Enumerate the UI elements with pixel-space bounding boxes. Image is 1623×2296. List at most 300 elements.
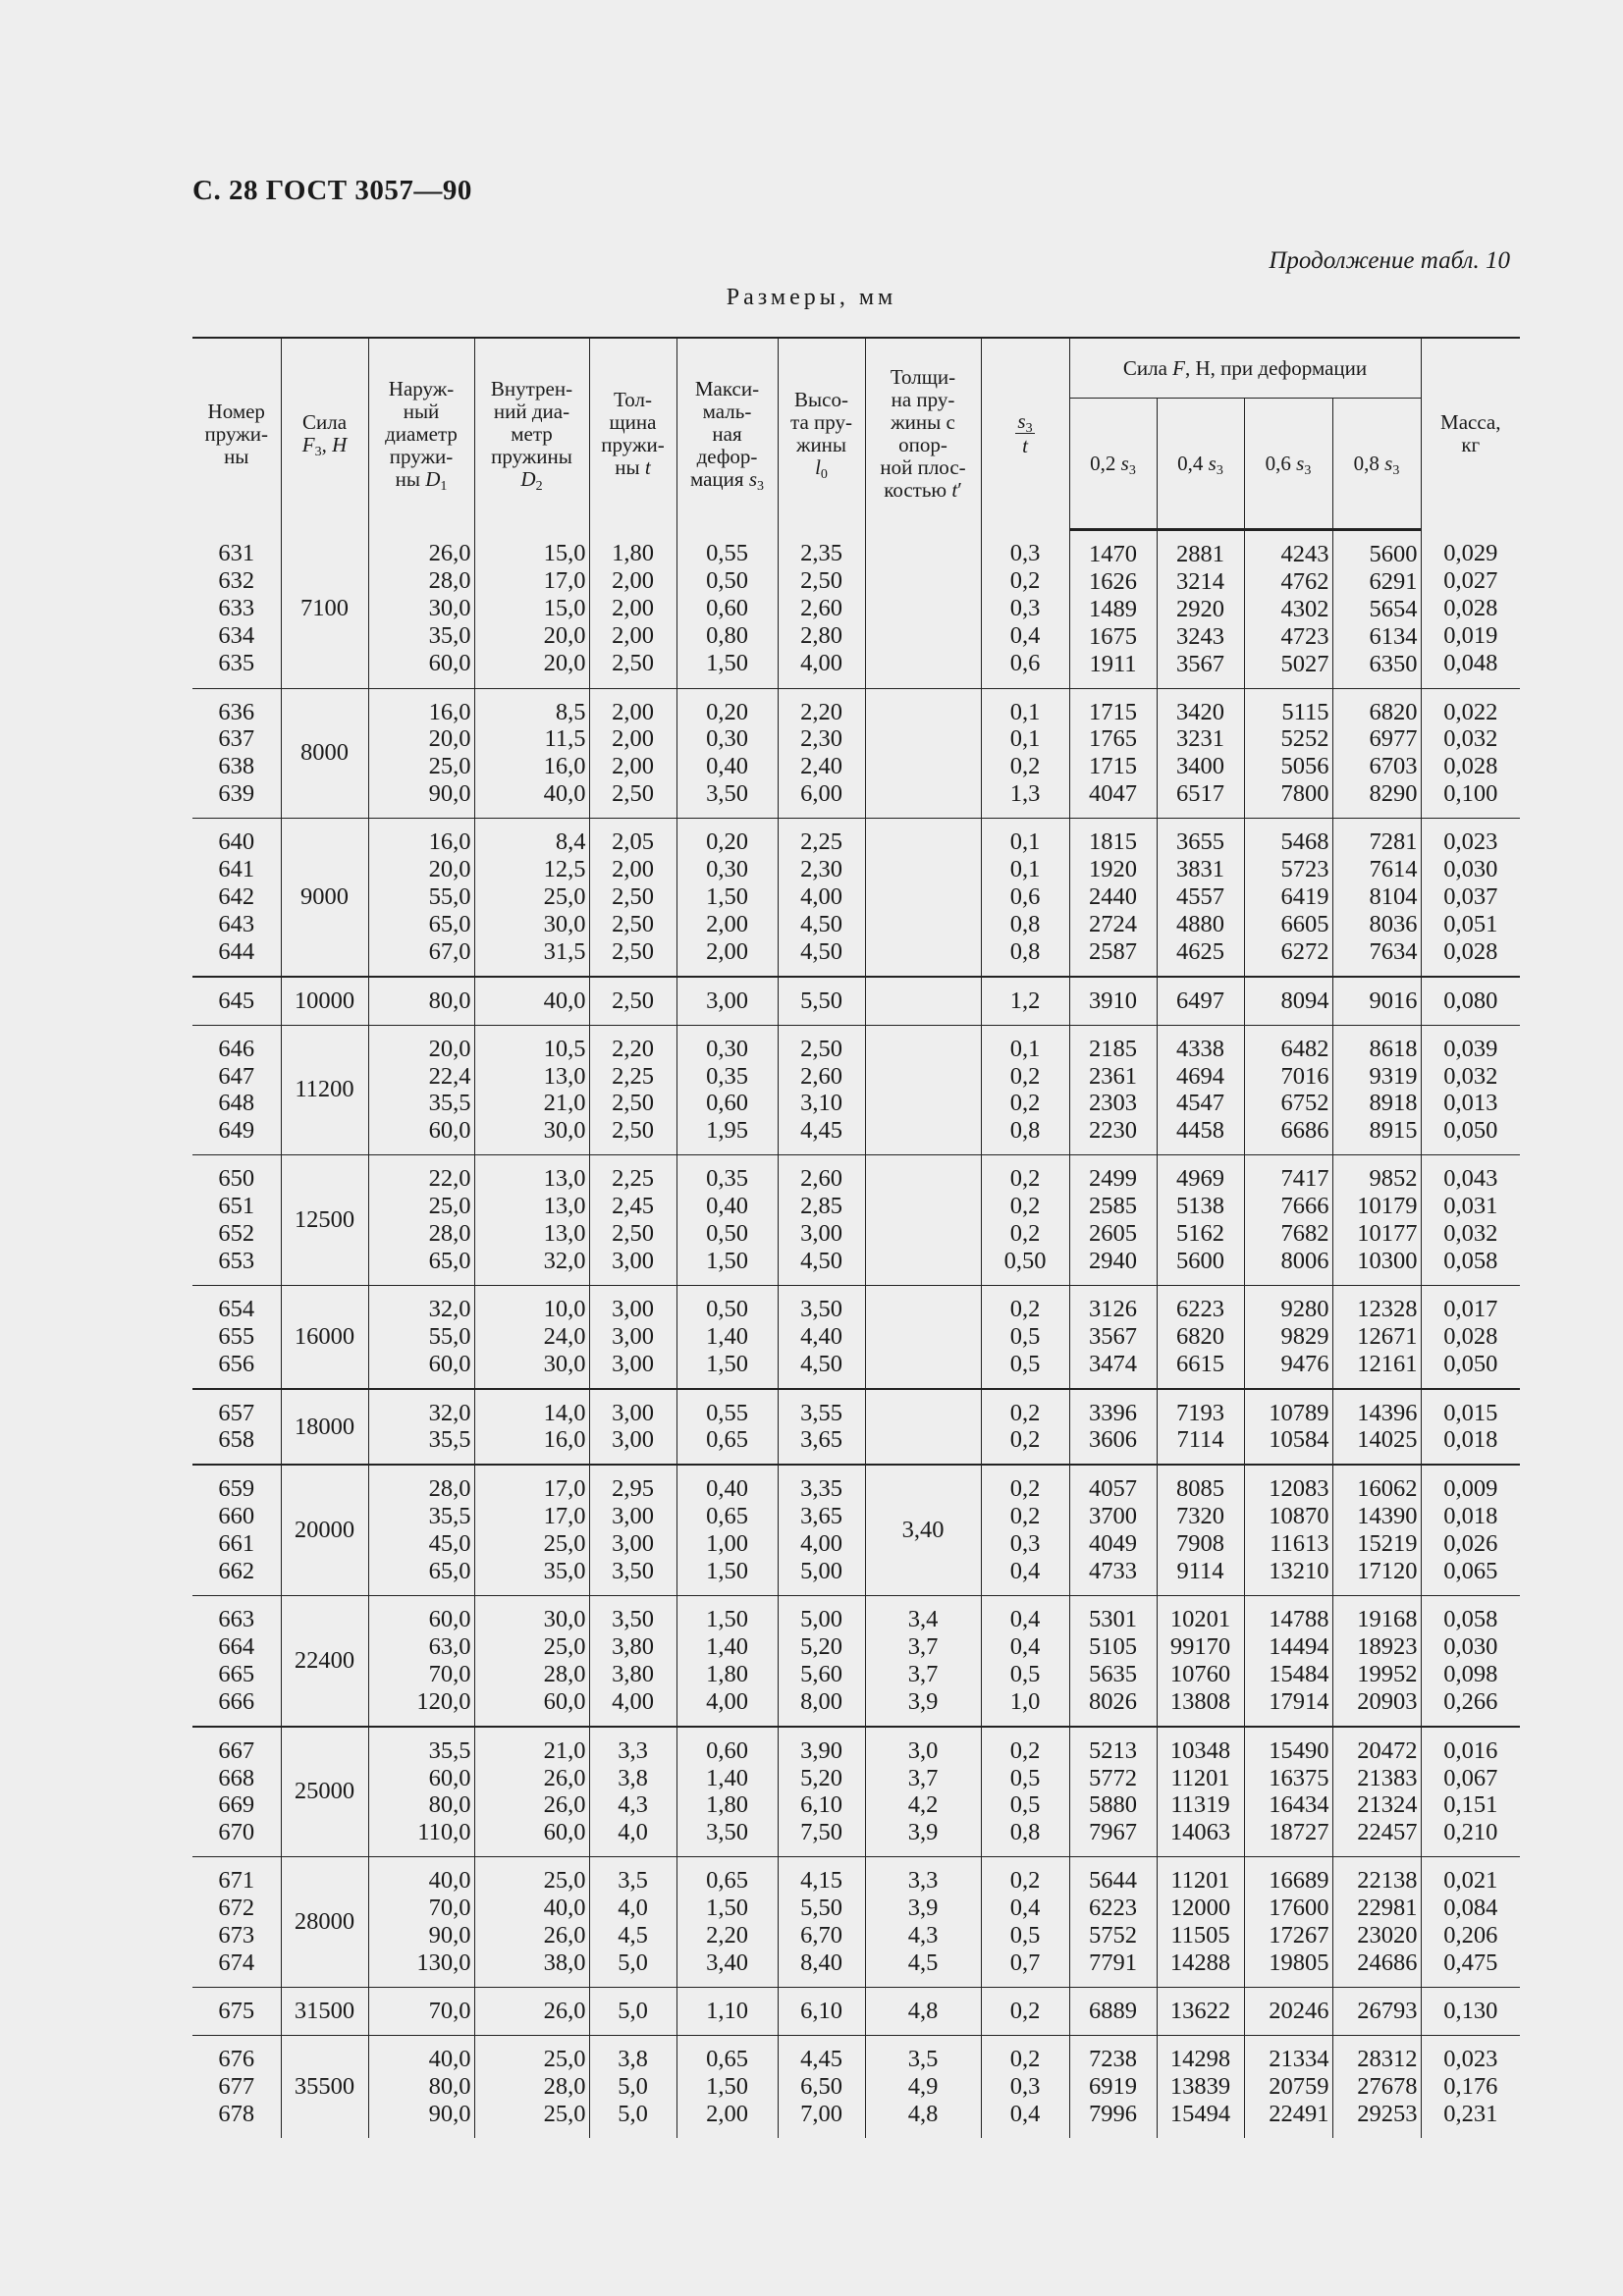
cell-value: 26,0	[428, 540, 471, 567]
cell-value: 17,0	[543, 1503, 586, 1530]
cell-value: 4625	[1176, 937, 1224, 965]
cell-support-thickness	[865, 1025, 981, 1155]
cell-force-04	[1157, 1155, 1244, 1286]
cell-value: 11613	[1270, 1530, 1329, 1558]
cell-ratio	[981, 819, 1069, 977]
cell-value: 1,10	[706, 1997, 748, 2024]
cell-value: 1,80	[706, 1791, 748, 1819]
cell-value: 0,50	[706, 567, 748, 595]
cell-value: 0,3	[1009, 2072, 1041, 2100]
cell-mass	[1421, 1857, 1520, 1988]
cell-value: 1,80	[612, 540, 654, 567]
cell-value	[869, 1090, 978, 1117]
cell-value: 2,40	[800, 753, 842, 780]
cell-value	[869, 1426, 978, 1454]
cell-max-deformation	[676, 1727, 778, 1857]
cell-value: 0,65	[706, 1426, 748, 1454]
cell-value: 5115	[1281, 698, 1329, 725]
cell-value: 5162	[1176, 1220, 1224, 1248]
cell-value: 0,6	[1009, 649, 1041, 676]
cell-value: 5468	[1280, 828, 1329, 856]
cell-value: 40,0	[428, 1867, 471, 1895]
cell-value: 10584	[1269, 1426, 1329, 1454]
cell-inner-diameter	[474, 1155, 589, 1286]
cell-value: 632	[218, 567, 255, 595]
cell-value: 5105	[1089, 1632, 1137, 1660]
cell-value: 2,50	[612, 1117, 654, 1145]
cell-ratio	[981, 1987, 1069, 2035]
cell-value: 2920	[1176, 595, 1224, 622]
cell-value: 5772	[1089, 1764, 1137, 1791]
cell-value: 2,50	[612, 882, 654, 910]
cell-value: 1,40	[706, 1322, 748, 1350]
cell-value: 2,00	[612, 595, 654, 622]
cell-value: 0,3	[1009, 540, 1041, 567]
cell-value: 17267	[1269, 1922, 1329, 1949]
cell-force-02	[1069, 977, 1157, 1025]
cell-value: 5600	[1369, 541, 1418, 567]
cell-value: 0,30	[706, 1035, 748, 1062]
cell-value: 0,130	[1443, 1997, 1498, 2024]
cell-value: 0,028	[1443, 595, 1498, 622]
cell-value: 15,0	[543, 595, 586, 622]
cell-value: 13622	[1169, 1997, 1231, 2024]
cell-value: 3,00	[612, 1426, 654, 1454]
cell-value: 21334	[1269, 2045, 1329, 2072]
cell-value: 0,032	[1443, 725, 1498, 753]
cell-value: 90,0	[428, 780, 471, 808]
cell-value: 4547	[1176, 1090, 1224, 1117]
cell-value: 3,00	[612, 1399, 654, 1426]
cell-value: 70,0	[428, 1895, 471, 1922]
cell-value: 0,050	[1443, 1117, 1498, 1145]
cell-value	[869, 1036, 978, 1063]
cell-value: 1,50	[706, 2072, 748, 2100]
cell-value: 3,55	[800, 1399, 842, 1426]
cell-value: 674	[218, 1949, 255, 1976]
cell-force-02	[1069, 1596, 1157, 1727]
cell-value: 2,80	[800, 621, 842, 649]
cell-value: 6,10	[800, 1791, 842, 1819]
cell-value: 6223	[1089, 1895, 1137, 1922]
cell-value	[869, 856, 978, 883]
cell-value: 19168	[1357, 1606, 1418, 1632]
cell-value: 641	[218, 856, 255, 883]
cell-value: 0,5	[1009, 1350, 1041, 1377]
cell-value: 4,3	[907, 1922, 939, 1949]
cell-value: 13210	[1269, 1558, 1329, 1585]
cell-value: 35,0	[428, 621, 471, 649]
cell-value: 20,0	[428, 725, 471, 753]
cell-force-02	[1069, 1285, 1157, 1388]
cell-value: 5,00	[800, 1606, 842, 1632]
cell-value: 0,5	[1009, 1791, 1041, 1819]
cell-ratio	[981, 1285, 1069, 1388]
cell-value: 2,60	[800, 1165, 842, 1193]
cell-value: 8036	[1369, 910, 1418, 937]
cell-ratio	[981, 977, 1069, 1025]
cell-value: 656	[218, 1350, 255, 1377]
cell-value: 25,0	[543, 2100, 586, 2127]
cell-value: 0,55	[706, 540, 748, 567]
table-row-group	[192, 977, 1520, 1025]
cell-value: 4243	[1280, 541, 1329, 567]
cell-max-deformation	[676, 1025, 778, 1155]
cell-value: 15219	[1357, 1530, 1418, 1558]
cell-value: 26,0	[543, 1997, 586, 2024]
cell-thickness	[589, 688, 676, 819]
cell-value: 2940	[1089, 1247, 1137, 1274]
cell-value: 7,00	[800, 2100, 842, 2127]
cell-value: 55,0	[428, 882, 471, 910]
cell-value: 7634	[1369, 937, 1418, 965]
cell-value: 2,25	[612, 1165, 654, 1193]
cell-force-02	[1069, 530, 1157, 689]
cell-force-06	[1244, 1389, 1332, 1466]
cell-value: 3,9	[907, 1895, 939, 1922]
cell-value: 0,40	[706, 1193, 748, 1220]
cell-value: 5301	[1089, 1606, 1137, 1632]
cell-force-08	[1332, 977, 1421, 1025]
cell-force-04	[1157, 1025, 1244, 1155]
cell-value: 1470	[1089, 541, 1137, 567]
cell-value: 25,0	[543, 882, 586, 910]
cell-value: 5,0	[618, 2100, 648, 2127]
cell-value: 30,0	[428, 595, 471, 622]
cell-value: 8,5	[555, 698, 586, 725]
cell-height	[778, 2035, 865, 2137]
cell-value: 16,0	[543, 1426, 586, 1454]
cell-value: 3,7	[907, 1632, 939, 1660]
cell-value: 11201	[1170, 1764, 1230, 1791]
cell-value: 6272	[1280, 937, 1329, 965]
cell-max-deformation	[676, 977, 778, 1025]
cell-value: 0,8	[1009, 1819, 1041, 1846]
cell-value: 6,70	[800, 1922, 842, 1949]
cell-support-thickness	[865, 819, 981, 977]
cell-value: 664	[218, 1632, 255, 1660]
cell-value: 0,098	[1443, 1660, 1498, 1687]
cell-value: 30,0	[543, 1117, 586, 1145]
cell-value: 4,5	[618, 1922, 648, 1949]
cell-value: 2,05	[612, 828, 654, 856]
group-force: 31500	[281, 1987, 368, 2035]
cell-value: 0,051	[1443, 910, 1498, 937]
cell-value: 0,065	[1443, 1558, 1498, 1585]
cell-value	[869, 622, 978, 650]
cell-value: 4,45	[800, 2045, 842, 2072]
cell-value: 644	[218, 937, 255, 965]
cell-value: 3,80	[612, 1632, 654, 1660]
cell-value: 0,30	[706, 725, 748, 753]
cell-thickness	[589, 819, 676, 977]
cell-value: 60,0	[543, 1819, 586, 1846]
cell-force-08	[1332, 1465, 1421, 1595]
cell-force-06	[1244, 977, 1332, 1025]
cell-value	[869, 1400, 978, 1427]
cell-value: 3,10	[800, 1090, 842, 1117]
cell-value: 669	[218, 1791, 255, 1819]
cell-value: 2,00	[706, 937, 748, 965]
cell-value: 673	[218, 1922, 255, 1949]
cell-value: 0,2	[1009, 1165, 1041, 1193]
cell-value: 70,0	[428, 1997, 471, 2024]
cell-value: 6482	[1280, 1035, 1329, 1062]
cell-number	[192, 1857, 281, 1988]
cell-number	[192, 1465, 281, 1595]
cell-value: 4049	[1089, 1530, 1137, 1558]
cell-value: 0,50	[706, 1220, 748, 1248]
cell-value: 90,0	[428, 2100, 471, 2127]
cell-value: 4694	[1176, 1062, 1224, 1090]
cell-value: 28,0	[543, 2072, 586, 2100]
cell-value: 3910	[1089, 987, 1137, 1014]
cell-value: 1626	[1089, 567, 1137, 595]
cell-value: 0,5	[1009, 1660, 1041, 1687]
cell-value: 8918	[1369, 1090, 1418, 1117]
cell-value	[869, 1117, 978, 1145]
cell-value: 16,0	[428, 698, 471, 725]
cell-value: 3420	[1176, 698, 1224, 725]
cell-outer-diameter	[368, 1025, 474, 1155]
cell-value: 22138	[1357, 1867, 1418, 1895]
cell-value: 0,40	[706, 1475, 748, 1503]
cell-value: 13839	[1169, 2072, 1231, 2100]
cell-value: 19805	[1269, 1949, 1329, 1976]
cell-outer-diameter	[368, 2035, 474, 2137]
cell-value: 11319	[1170, 1791, 1230, 1819]
cell-value: 659	[218, 1475, 255, 1503]
cell-value: 5644	[1089, 1867, 1137, 1895]
cell-force-06	[1244, 1596, 1332, 1727]
cell-force-08	[1332, 1727, 1421, 1857]
cell-value	[869, 911, 978, 938]
cell-value: 0,021	[1443, 1867, 1498, 1895]
header-mass: Масса, кг	[1421, 338, 1520, 530]
cell-force-08	[1332, 1857, 1421, 1988]
cell-value: 5,60	[800, 1660, 842, 1687]
cell-value: 7114	[1176, 1426, 1224, 1454]
cell-inner-diameter	[474, 1596, 589, 1727]
cell-force-06	[1244, 1025, 1332, 1155]
cell-force-04	[1157, 530, 1244, 689]
cell-value: 3,7	[907, 1660, 939, 1687]
cell-value: 2,50	[612, 1090, 654, 1117]
cell-value: 2585	[1089, 1193, 1137, 1220]
cell-value: 657	[218, 1399, 255, 1426]
cell-value: 5056	[1280, 753, 1329, 780]
cell-value: 0,030	[1443, 1632, 1498, 1660]
cell-value: 12161	[1357, 1350, 1418, 1377]
cell-value: 67,0	[428, 937, 471, 965]
cell-value: 0,2	[1009, 753, 1041, 780]
cell-value: 9280	[1280, 1295, 1329, 1322]
cell-value: 2,00	[612, 698, 654, 725]
cell-value: 1,50	[706, 882, 748, 910]
cell-value: 3,00	[612, 1503, 654, 1530]
cell-max-deformation	[676, 1987, 778, 2035]
cell-value: 7800	[1280, 780, 1329, 808]
cell-max-deformation	[676, 530, 778, 689]
cell-value: 2,50	[800, 1035, 842, 1062]
cell-force-04	[1157, 1465, 1244, 1595]
cell-height	[778, 1727, 865, 1857]
cell-value: 30,0	[543, 1350, 586, 1377]
cell-inner-diameter	[474, 1285, 589, 1388]
cell-outer-diameter	[368, 1389, 474, 1466]
cell-value: 0,35	[706, 1062, 748, 1090]
cell-value: 38,0	[543, 1949, 586, 1976]
cell-force-04	[1157, 1987, 1244, 2035]
cell-value: 0,2	[1009, 1503, 1041, 1530]
cell-value: 2185	[1089, 1035, 1137, 1062]
cell-value	[869, 1063, 978, 1091]
cell-outer-diameter	[368, 1596, 474, 1727]
cell-force-08	[1332, 819, 1421, 977]
table-row-group	[192, 1857, 1520, 1988]
cell-value: 130,0	[416, 1949, 471, 1976]
cell-value: 120,0	[416, 1687, 471, 1715]
cell-value: 0,018	[1443, 1426, 1498, 1454]
table-row-group	[192, 1727, 1520, 1857]
cell-value	[869, 1296, 978, 1323]
cell-value: 4,8	[907, 2100, 939, 2127]
cell-value: 7417	[1280, 1165, 1329, 1193]
group-force: 8000	[281, 688, 368, 819]
cell-number	[192, 1727, 281, 1857]
cell-value: 4,0	[618, 1819, 648, 1846]
cell-height	[778, 977, 865, 1025]
cell-value: 660	[218, 1503, 255, 1530]
cell-value: 4723	[1280, 622, 1329, 650]
cell-value: 4762	[1280, 567, 1329, 595]
cell-value: 2881	[1176, 541, 1224, 567]
cell-value: 646	[218, 1035, 255, 1062]
cell-height	[778, 819, 865, 977]
cell-value: 1,50	[706, 1558, 748, 1585]
cell-value: 29253	[1357, 2100, 1418, 2127]
cell-height	[778, 1025, 865, 1155]
cell-value: 2,95	[612, 1475, 654, 1503]
cell-value: 3126	[1089, 1295, 1137, 1322]
cell-value: 4338	[1176, 1035, 1224, 1062]
cell-force-04	[1157, 2035, 1244, 2137]
cell-value: 8094	[1280, 987, 1329, 1014]
cell-outer-diameter	[368, 688, 474, 819]
cell-value: 0,4	[1009, 2100, 1041, 2127]
cell-value: 0,058	[1443, 1606, 1498, 1632]
table-row-group	[192, 1465, 1520, 1595]
cell-outer-diameter	[368, 530, 474, 689]
cell-value: 6889	[1089, 1997, 1137, 2024]
cell-value: 21,0	[543, 1090, 586, 1117]
cell-value: 14390	[1357, 1503, 1418, 1530]
cell-value: 35,5	[428, 1736, 471, 1764]
cell-value: 17600	[1269, 1895, 1329, 1922]
cell-force-06	[1244, 1987, 1332, 2035]
cell-thickness	[589, 1155, 676, 1286]
cell-value: 60,0	[543, 1687, 586, 1715]
cell-mass	[1421, 1285, 1520, 1388]
cell-value: 0,20	[706, 828, 748, 856]
cell-value: 6517	[1176, 780, 1224, 808]
cell-value: 14298	[1169, 2045, 1231, 2072]
table-row-group	[192, 2035, 1520, 2137]
header-f02: 0,2 $s_3$	[1069, 399, 1157, 530]
cell-value: 3214	[1176, 567, 1224, 595]
cell-value: 658	[218, 1426, 255, 1454]
cell-value: 3,00	[612, 1247, 654, 1274]
cell-value: 0,032	[1443, 1220, 1498, 1248]
cell-value: 0,7	[1009, 1949, 1041, 1976]
cell-value: 0,1	[1009, 1035, 1041, 1062]
cell-value: 2,00	[706, 910, 748, 937]
cell-value: 675	[218, 1997, 255, 2024]
cell-value: 13,0	[543, 1062, 586, 1090]
cell-value: 3,8	[618, 2045, 648, 2072]
group-force: 35500	[281, 2035, 368, 2137]
cell-value	[869, 540, 978, 567]
cell-mass	[1421, 1465, 1520, 1595]
cell-value: 80,0	[428, 1791, 471, 1819]
cell-value: 14063	[1169, 1819, 1231, 1846]
cell-value	[869, 1165, 978, 1193]
cell-ratio	[981, 1155, 1069, 1286]
cell-value: 16,0	[428, 828, 471, 856]
cell-value: 65,0	[428, 1558, 471, 1585]
table-body	[192, 530, 1520, 2138]
cell-value: 0,4	[1009, 1895, 1041, 1922]
cell-value: 3400	[1176, 753, 1224, 780]
table-row-group	[192, 819, 1520, 977]
group-force: 7100	[281, 530, 368, 689]
cell-thickness	[589, 1857, 676, 1988]
cell-value: 0,55	[706, 1399, 748, 1426]
cell-value: 3,9	[907, 1819, 939, 1846]
cell-value: 31,5	[543, 937, 586, 965]
cell-value: 4,45	[800, 1117, 842, 1145]
cell-outer-diameter	[368, 819, 474, 977]
cell-value: 3,40	[706, 1949, 748, 1976]
cell-support-thickness	[865, 1389, 981, 1466]
cell-value: 655	[218, 1322, 255, 1350]
cell-inner-diameter	[474, 1727, 589, 1857]
cell-value: 6686	[1280, 1117, 1329, 1145]
cell-number	[192, 2035, 281, 2137]
cell-value: 12,5	[543, 856, 586, 883]
cell-value: 0,2	[1009, 567, 1041, 595]
cell-value: 0,60	[706, 1736, 748, 1764]
cell-value: 17,0	[543, 567, 586, 595]
cell-outer-diameter	[368, 977, 474, 1025]
cell-value: 20,0	[428, 856, 471, 883]
cell-value: 3,90	[800, 1736, 842, 1764]
cell-value: 21,0	[543, 1736, 586, 1764]
cell-value: 3,5	[907, 2045, 939, 2072]
cell-number	[192, 1596, 281, 1727]
group-force: 22400	[281, 1596, 368, 1727]
cell-value	[869, 1193, 978, 1220]
cell-mass	[1421, 1025, 1520, 1155]
cell-value: 1,0	[1009, 1687, 1041, 1715]
cell-value: 26,0	[543, 1764, 586, 1791]
cell-value	[869, 938, 978, 966]
cell-value: 16434	[1269, 1791, 1329, 1819]
cell-value: 4,50	[800, 1247, 842, 1274]
cell-value: 7908	[1176, 1530, 1224, 1558]
cell-value: 0,028	[1443, 753, 1498, 780]
cell-value: 0,031	[1443, 1193, 1498, 1220]
